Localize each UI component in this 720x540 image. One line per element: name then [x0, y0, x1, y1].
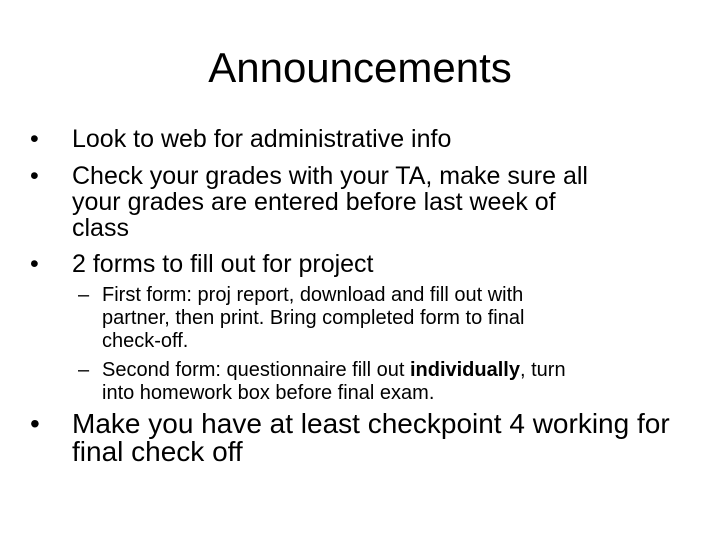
sub-bullet-text	[102, 360, 672, 380]
bullet-text: your grades are entered before last week of	[72, 188, 556, 216]
sub-bullet-text: partner, then print. Bring completed form to final	[102, 307, 525, 329]
sub-bullet-text-part: , turn	[519, 359, 566, 381]
bullet-text: Make you have at least checkpoint 4 working for	[72, 408, 670, 439]
bullet-text: Look to web for administrative info	[72, 125, 452, 153]
bullet-text: 2 forms to fill out for project	[72, 250, 374, 278]
bullet-marker: •	[30, 162, 39, 190]
sub-bullet-marker: –	[78, 284, 90, 306]
bullet-marker: •	[30, 125, 39, 153]
sub-bullet-marker: –	[78, 359, 90, 381]
bullet-marker: •	[30, 250, 39, 278]
bullet-text: class	[72, 214, 129, 242]
emphasis-text: individually	[409, 359, 520, 381]
sub-bullet-text-part: Second form: questionnaire fill out	[102, 359, 410, 381]
sub-bullet-text: First form: proj report, download and fill out with	[102, 284, 524, 306]
sub-bullet-text: check-off.	[102, 330, 189, 352]
bullet-marker: •	[30, 408, 40, 439]
bullet-text: Check your grades with your TA, make sure all	[72, 162, 588, 190]
sub-bullet-text: into homework box before final exam.	[102, 382, 435, 404]
slide-title: Announcements	[208, 44, 512, 91]
bullet-text: final check off	[72, 436, 243, 467]
